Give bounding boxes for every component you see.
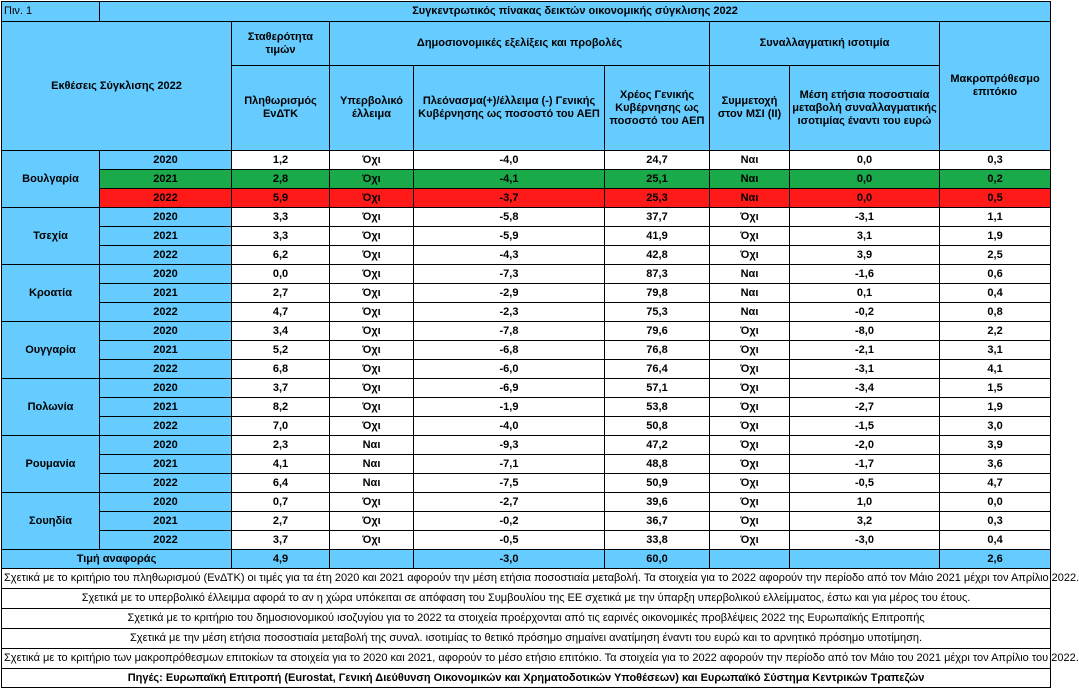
cell-long-rate: 2,5 xyxy=(940,246,1051,265)
cell-balance: -7,1 xyxy=(414,455,605,474)
cell-debt: 25,3 xyxy=(605,189,710,208)
cell-year: 2020 xyxy=(100,208,232,227)
cell-balance: -0,5 xyxy=(414,531,605,550)
cell-hicp: 2,3 xyxy=(232,436,330,455)
cell-excessive-deficit: Όχι xyxy=(330,151,414,170)
table-row xyxy=(2,208,1051,227)
country-name: Κροατία xyxy=(2,265,100,322)
cell-erm: Όχι xyxy=(710,512,790,531)
cell-erm: Όχι xyxy=(710,474,790,493)
cell-hicp: 5,2 xyxy=(232,341,330,360)
cell-excessive-deficit: Όχι xyxy=(330,189,414,208)
reference-cell-fx-change xyxy=(790,550,940,569)
table-row xyxy=(2,227,1051,246)
country-name: Βουλγαρία xyxy=(2,151,100,208)
cell-erm: Όχι xyxy=(710,379,790,398)
cell-fx-change: -3,1 xyxy=(790,360,940,379)
footnote-row xyxy=(2,609,1051,629)
table-row xyxy=(2,246,1051,265)
footnote-text: Σχετικά με το κριτήριο των μακροπρόθεσμων επιτοκίων τα στοιχεία για το 2020 και 2021, αφορούν το μέσο ετήσιο επιτόκιο. Τα στοιχεία για το 2022 αφορούν την περίοδο από τον Μάιο του 2021 μέχρι τον Απρίλιο του 2022. xyxy=(2,649,1051,669)
cell-erm: Όχι xyxy=(710,341,790,360)
cell-erm: Όχι xyxy=(710,208,790,227)
cell-long-rate: 0,2 xyxy=(940,170,1051,189)
cell-hicp: 6,2 xyxy=(232,246,330,265)
cell-fx-change: 0,0 xyxy=(790,170,940,189)
cell-erm: Ναι xyxy=(710,189,790,208)
cell-excessive-deficit: Όχι xyxy=(330,493,414,512)
convergence-table xyxy=(1,1,1079,688)
footnote-text: Σχετικά με την μέση ετήσια ποσοστιαία μεταβολή της συναλ. ισοτιμίας το θετικό πρόσημο σημαίνει ανατίμηση έναντι του ευρώ και το αρνητικό πρόσημο υποτίμηση. xyxy=(2,629,1051,649)
cell-balance: -6,0 xyxy=(414,360,605,379)
table-title: Συγκεντρωτικός πίνακας δεικτών οικονομικής σύγκλισης 2022 xyxy=(100,2,1051,22)
cell-balance: -4,0 xyxy=(414,417,605,436)
cell-excessive-deficit: Ναι xyxy=(330,455,414,474)
cell-debt: 79,8 xyxy=(605,284,710,303)
cell-long-rate: 3,0 xyxy=(940,417,1051,436)
cell-balance: -9,3 xyxy=(414,436,605,455)
cell-year: 2021 xyxy=(100,398,232,417)
cell-year: 2021 xyxy=(100,512,232,531)
header-long-rate: Μακροπρόθεσμο επιτόκιο xyxy=(940,22,1051,151)
cell-erm: Ναι xyxy=(710,151,790,170)
table-row xyxy=(2,455,1051,474)
cell-balance: -2,7 xyxy=(414,493,605,512)
cell-debt: 76,4 xyxy=(605,360,710,379)
cell-excessive-deficit: Όχι xyxy=(330,284,414,303)
cell-fx-change: -1,7 xyxy=(790,455,940,474)
footnote-row xyxy=(2,649,1051,669)
cell-hicp: 3,4 xyxy=(232,322,330,341)
table-row xyxy=(2,303,1051,322)
cell-debt: 87,3 xyxy=(605,265,710,284)
cell-fx-change: -0,5 xyxy=(790,474,940,493)
cell-balance: -1,9 xyxy=(414,398,605,417)
cell-debt: 48,8 xyxy=(605,455,710,474)
cell-balance: -7,5 xyxy=(414,474,605,493)
cell-hicp: 4,1 xyxy=(232,455,330,474)
cell-long-rate: 0,0 xyxy=(940,493,1051,512)
cell-fx-change: -2,1 xyxy=(790,341,940,360)
cell-balance: -5,8 xyxy=(414,208,605,227)
header-excessive-deficit: Υπερβολικό έλλειμα xyxy=(330,66,414,151)
cell-hicp: 7,0 xyxy=(232,417,330,436)
header-exchange: Συναλλαγματική ισοτιμία xyxy=(710,22,940,66)
table-row xyxy=(2,151,1051,170)
cell-debt: 24,7 xyxy=(605,151,710,170)
footnote-row xyxy=(2,629,1051,649)
table-row xyxy=(2,379,1051,398)
reference-label: Τιμή αναφοράς xyxy=(2,550,232,569)
cell-hicp: 3,3 xyxy=(232,227,330,246)
cell-excessive-deficit: Όχι xyxy=(330,227,414,246)
cell-long-rate: 3,6 xyxy=(940,455,1051,474)
cell-balance: -3,7 xyxy=(414,189,605,208)
cell-fx-change: 0,0 xyxy=(790,189,940,208)
cell-fx-change: -2,0 xyxy=(790,436,940,455)
cell-balance: -7,3 xyxy=(414,265,605,284)
cell-erm: Όχι xyxy=(710,531,790,550)
footnote-row xyxy=(2,589,1051,609)
reference-row xyxy=(2,550,1051,569)
cell-long-rate: 4,1 xyxy=(940,360,1051,379)
cell-debt: 75,3 xyxy=(605,303,710,322)
cell-debt: 25,1 xyxy=(605,170,710,189)
cell-long-rate: 0,4 xyxy=(940,531,1051,550)
table-row xyxy=(2,512,1051,531)
cell-long-rate: 0,4 xyxy=(940,284,1051,303)
cell-excessive-deficit: Όχι xyxy=(330,208,414,227)
cell-excessive-deficit: Όχι xyxy=(330,170,414,189)
cell-fx-change: -3,4 xyxy=(790,379,940,398)
cell-year: 2021 xyxy=(100,227,232,246)
cell-year: 2022 xyxy=(100,531,232,550)
cell-fx-change: 1,0 xyxy=(790,493,940,512)
cell-long-rate: 0,3 xyxy=(940,512,1051,531)
table-row xyxy=(2,265,1051,284)
cell-fx-change: -1,5 xyxy=(790,417,940,436)
cell-erm: Όχι xyxy=(710,360,790,379)
cell-hicp: 4,7 xyxy=(232,303,330,322)
header-surplus-deficit: Πλεόνασμα(+)/έλλειμα (-) Γενικής Κυβέρνησης ως ποσοστό του ΑΕΠ xyxy=(414,66,605,151)
cell-debt: 39,6 xyxy=(605,493,710,512)
cell-year: 2021 xyxy=(100,170,232,189)
cell-hicp: 6,4 xyxy=(232,474,330,493)
cell-fx-change: 0,0 xyxy=(790,151,940,170)
cell-balance: -0,2 xyxy=(414,512,605,531)
cell-year: 2022 xyxy=(100,303,232,322)
cell-debt: 36,7 xyxy=(605,512,710,531)
cell-balance: -2,3 xyxy=(414,303,605,322)
cell-erm: Όχι xyxy=(710,227,790,246)
cell-fx-change: -3,0 xyxy=(790,531,940,550)
cell-debt: 47,2 xyxy=(605,436,710,455)
cell-excessive-deficit: Όχι xyxy=(330,531,414,550)
cell-debt: 50,8 xyxy=(605,417,710,436)
cell-long-rate: 0,3 xyxy=(940,151,1051,170)
cell-hicp: 0,7 xyxy=(232,493,330,512)
cell-balance: -4,3 xyxy=(414,246,605,265)
cell-balance: -7,8 xyxy=(414,322,605,341)
source-row xyxy=(2,669,1051,688)
footnote-row xyxy=(2,569,1051,589)
table-row xyxy=(2,341,1051,360)
cell-fx-change: -1,6 xyxy=(790,265,940,284)
cell-year: 2020 xyxy=(100,265,232,284)
footnote-text: Σχετικά με το κριτήριο του δημοσιονομικού ισοζυγίου για το 2022 τα στοιχεία προέρχονται από τις εαρινές οικονομικές προβλέψεις 2022 της Ευρωπαϊκής Επιτροπής xyxy=(2,609,1051,629)
cell-hicp: 8,2 xyxy=(232,398,330,417)
cell-erm: Ναι xyxy=(710,170,790,189)
cell-hicp: 6,8 xyxy=(232,360,330,379)
cell-excessive-deficit: Ναι xyxy=(330,436,414,455)
cell-hicp: 2,8 xyxy=(232,170,330,189)
cell-fx-change: 3,9 xyxy=(790,246,940,265)
cell-erm: Όχι xyxy=(710,246,790,265)
cell-erm: Ναι xyxy=(710,265,790,284)
table-row xyxy=(2,284,1051,303)
table-row xyxy=(2,474,1051,493)
cell-debt: 53,8 xyxy=(605,398,710,417)
cell-debt: 79,6 xyxy=(605,322,710,341)
cell-long-rate: 0,8 xyxy=(940,303,1051,322)
country-name: Ουγγαρία xyxy=(2,322,100,379)
cell-balance: -5,9 xyxy=(414,227,605,246)
cell-erm: Ναι xyxy=(710,284,790,303)
cell-long-rate: 1,9 xyxy=(940,398,1051,417)
cell-excessive-deficit: Όχι xyxy=(330,341,414,360)
cell-excessive-deficit: Όχι xyxy=(330,265,414,284)
table-row xyxy=(2,436,1051,455)
cell-erm: Ναι xyxy=(710,303,790,322)
cell-balance: -2,9 xyxy=(414,284,605,303)
cell-erm: Όχι xyxy=(710,417,790,436)
cell-debt: 41,9 xyxy=(605,227,710,246)
cell-excessive-deficit: Όχι xyxy=(330,322,414,341)
reference-cell-balance: -3,0 xyxy=(414,550,605,569)
cell-debt: 33,8 xyxy=(605,531,710,550)
header-fx-change: Μέση ετήσια ποσοστιαία μεταβολή συναλλαγματικής ισοτιμίας έναντι του ευρώ xyxy=(790,66,940,151)
cell-long-rate: 0,6 xyxy=(940,265,1051,284)
reference-cell-long-rate: 2,6 xyxy=(940,550,1051,569)
source-text: Πηγές: Ευρωπαϊκή Επιτροπή (Eurostat, Γενική Διεύθυνση Οικονομικών και Χρηματοδοτικών Υποθέσεων) και Ευρωπαϊκό Σύστημα Κεντρικών Τραπεζών xyxy=(2,669,1051,688)
cell-balance: -6,9 xyxy=(414,379,605,398)
cell-long-rate: 0,5 xyxy=(940,189,1051,208)
cell-year: 2020 xyxy=(100,322,232,341)
reference-cell-hicp: 4,9 xyxy=(232,550,330,569)
cell-hicp: 2,7 xyxy=(232,512,330,531)
cell-year: 2021 xyxy=(100,341,232,360)
cell-erm: Όχι xyxy=(710,455,790,474)
cell-hicp: 1,2 xyxy=(232,151,330,170)
country-name: Σουηδία xyxy=(2,493,100,550)
cell-year: 2021 xyxy=(100,455,232,474)
header-price-stability: Σταθερότητα τιμών xyxy=(232,22,330,66)
cell-fx-change: 3,2 xyxy=(790,512,940,531)
cell-erm: Όχι xyxy=(710,322,790,341)
country-name: Τσεχία xyxy=(2,208,100,265)
table-row xyxy=(2,493,1051,512)
cell-fx-change: 3,1 xyxy=(790,227,940,246)
cell-fx-change: -8,0 xyxy=(790,322,940,341)
cell-long-rate: 3,9 xyxy=(940,436,1051,455)
table-row xyxy=(2,170,1051,189)
table-row xyxy=(2,322,1051,341)
cell-long-rate: 1,5 xyxy=(940,379,1051,398)
cell-year: 2022 xyxy=(100,417,232,436)
cell-debt: 57,1 xyxy=(605,379,710,398)
cell-year: 2020 xyxy=(100,379,232,398)
cell-excessive-deficit: Όχι xyxy=(330,512,414,531)
cell-year: 2020 xyxy=(100,436,232,455)
reference-cell-debt: 60,0 xyxy=(605,550,710,569)
cell-erm: Όχι xyxy=(710,493,790,512)
cell-balance: -4,0 xyxy=(414,151,605,170)
cell-hicp: 3,3 xyxy=(232,208,330,227)
table-number: Πιν. 1 xyxy=(2,2,100,22)
cell-long-rate: 1,9 xyxy=(940,227,1051,246)
footnote-text: Σχετικά με το κριτήριο του πληθωρισμού (ΕνΔΤΚ) οι τιμές για τα έτη 2020 και 2021 αφορούν την μέση ετήσια ποσοστιαία μεταβολή. Τα στοιχεία για το 2022 αφορούν την περίοδο από τον Μάιο 2021 μέχρι τον Απρίλιο 2022. xyxy=(2,569,1051,589)
cell-excessive-deficit: Όχι xyxy=(330,417,414,436)
header-debt: Χρέος Γενικής Κυβέρνησης ως ποσοστό του ΑΕΠ xyxy=(605,66,710,151)
table-row xyxy=(2,360,1051,379)
country-name: Ρουμανία xyxy=(2,436,100,493)
cell-excessive-deficit: Όχι xyxy=(330,303,414,322)
cell-excessive-deficit: Όχι xyxy=(330,246,414,265)
cell-year: 2022 xyxy=(100,474,232,493)
table-row xyxy=(2,531,1051,550)
cell-erm: Όχι xyxy=(710,436,790,455)
cell-year: 2022 xyxy=(100,360,232,379)
cell-fx-change: -3,1 xyxy=(790,208,940,227)
cell-hicp: 0,0 xyxy=(232,265,330,284)
table-row xyxy=(2,417,1051,436)
table-row xyxy=(2,189,1051,208)
cell-fx-change: 0,1 xyxy=(790,284,940,303)
cell-hicp: 2,7 xyxy=(232,284,330,303)
cell-long-rate: 3,1 xyxy=(940,341,1051,360)
cell-long-rate: 1,1 xyxy=(940,208,1051,227)
cell-balance: -4,1 xyxy=(414,170,605,189)
footnote-text: Σχετικά με το υπερβολικό έλλειμμα αφορά το αν η χώρα υπόκειται σε απόφαση του Συμβουλίου της ΕΕ σχετικά με την ύπαρξη υπερβολικού ελλείμματος, έστω και για μέρος του έτους. xyxy=(2,589,1051,609)
cell-hicp: 3,7 xyxy=(232,379,330,398)
header-erm: Συμμετοχή στον ΜΣΙ (ΙΙ) xyxy=(710,66,790,151)
header-reports: Εκθέσεις Σύγκλισης 2022 xyxy=(2,22,232,151)
cell-year: 2021 xyxy=(100,284,232,303)
cell-debt: 42,8 xyxy=(605,246,710,265)
cell-debt: 50,9 xyxy=(605,474,710,493)
cell-year: 2020 xyxy=(100,151,232,170)
cell-hicp: 3,7 xyxy=(232,531,330,550)
cell-excessive-deficit: Όχι xyxy=(330,398,414,417)
cell-balance: -6,8 xyxy=(414,341,605,360)
header-hicp: Πληθωρισμός ΕνΔΤΚ xyxy=(232,66,330,151)
reference-cell-erm xyxy=(710,550,790,569)
cell-erm: Όχι xyxy=(710,398,790,417)
cell-long-rate: 4,7 xyxy=(940,474,1051,493)
cell-fx-change: -0,2 xyxy=(790,303,940,322)
cell-fx-change: -2,7 xyxy=(790,398,940,417)
cell-debt: 76,8 xyxy=(605,341,710,360)
cell-year: 2022 xyxy=(100,189,232,208)
header-fiscal: Δημοσιονομικές εξελίξεις και προβολές xyxy=(330,22,710,66)
cell-year: 2020 xyxy=(100,493,232,512)
cell-hicp: 5,9 xyxy=(232,189,330,208)
cell-debt: 37,7 xyxy=(605,208,710,227)
cell-excessive-deficit: Ναι xyxy=(330,474,414,493)
cell-excessive-deficit: Όχι xyxy=(330,360,414,379)
cell-year: 2022 xyxy=(100,246,232,265)
cell-long-rate: 2,2 xyxy=(940,322,1051,341)
cell-excessive-deficit: Όχι xyxy=(330,379,414,398)
reference-cell-excessive-deficit xyxy=(330,550,414,569)
country-name: Πολωνία xyxy=(2,379,100,436)
table-row xyxy=(2,398,1051,417)
